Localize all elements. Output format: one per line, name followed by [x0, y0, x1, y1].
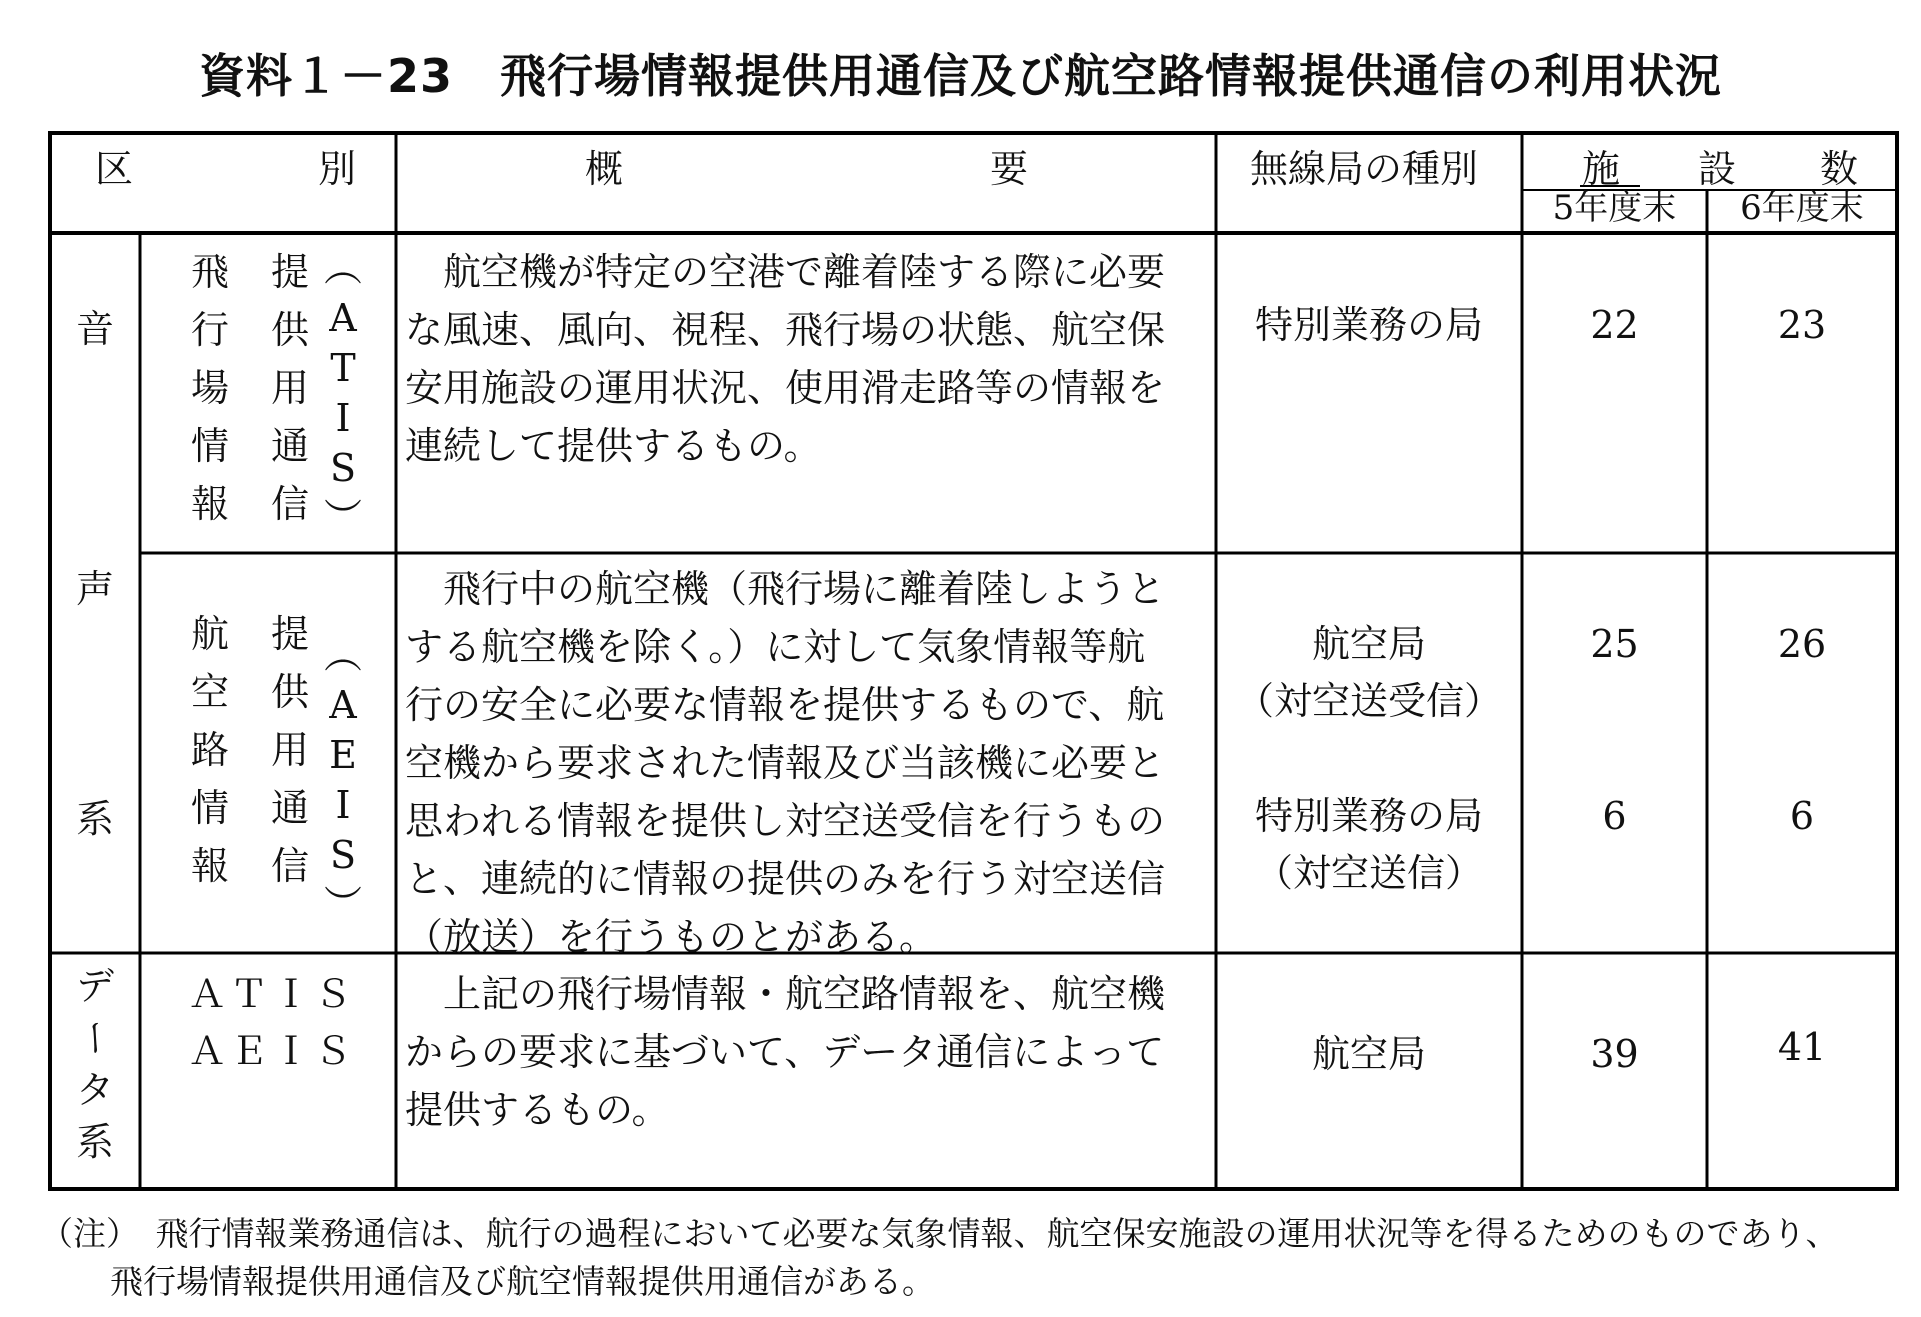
- atis-paren: [318, 243, 368, 543]
- aeis-col1-char: 情: [190, 786, 229, 830]
- desc-line: 上記の飛行場情報・航空路情報を、航空機: [405, 972, 1166, 1016]
- atis-paren-char: ︵: [323, 246, 362, 290]
- aeis-col2-char: 用: [270, 728, 309, 772]
- header-year6: 6年度末: [1740, 188, 1864, 228]
- group-data-4: 系: [75, 1120, 114, 1164]
- atis-description: [405, 243, 1213, 475]
- atis-col1-char: 情: [190, 424, 229, 468]
- atis-year6: 23: [1777, 303, 1827, 347]
- data-description: [405, 965, 1213, 1139]
- aeis-year6-1: 26: [1777, 622, 1827, 666]
- data-year5: 39: [1590, 1032, 1639, 1076]
- group-data-2: ー: [73, 1018, 117, 1057]
- aeis-paren-char: ︵: [323, 633, 362, 677]
- group-voice-3: 系: [75, 797, 114, 841]
- group-voice-2: 声: [75, 567, 114, 611]
- atis-col2: [265, 243, 315, 533]
- group-voice-1: 音: [75, 307, 114, 351]
- aeis-col1-char: 空: [190, 670, 229, 714]
- header-station-type: 無線局の種別: [1250, 147, 1479, 191]
- aeis-station1-sub: （対空送受信）: [1235, 679, 1502, 723]
- aeis-paren-char: A: [329, 683, 357, 727]
- atis-col1-char: 飛: [190, 250, 229, 294]
- data-type-aeis: ＡＥＩＳ: [188, 1029, 357, 1073]
- aeis-year5-2: 6: [1602, 794, 1627, 838]
- aeis-col2-char: 通: [270, 786, 309, 830]
- aeis-year5-1: 25: [1590, 622, 1639, 666]
- desc-line: からの要求に基づいて、データ通信によって: [405, 1030, 1165, 1074]
- aeis-paren-char: I: [335, 783, 351, 827]
- group-data-1: デ: [75, 964, 114, 1008]
- atis-col2-char: 信: [270, 482, 309, 526]
- desc-line: 提供するもの。: [405, 1088, 670, 1132]
- data-type-atis: ＡＴＩＳ: [188, 972, 357, 1016]
- atis-col2-char: 提: [270, 250, 309, 294]
- atis-paren-char: ︶: [323, 496, 362, 540]
- desc-line: する航空機を除く。）に対して気象情報等航: [405, 625, 1146, 669]
- atis-col1: [185, 243, 235, 533]
- aeis-paren: [318, 630, 368, 930]
- atis-col2-char: 用: [270, 366, 309, 410]
- atis-year5: 22: [1590, 303, 1639, 347]
- atis-paren-char: A: [329, 296, 357, 340]
- aeis-col1-char: 航: [190, 612, 229, 656]
- atis-col1-char: 行: [190, 308, 229, 352]
- aeis-station2: 特別業務の局: [1254, 794, 1483, 838]
- group-data-3: タ: [75, 1068, 114, 1112]
- atis-col2-char: 供: [270, 308, 309, 352]
- header-kubun-left: 区: [95, 147, 134, 191]
- header-facilities-3: 数: [1820, 147, 1859, 191]
- atis-col2-char: 通: [270, 424, 309, 468]
- aeis-col1: [185, 605, 235, 895]
- aeis-col1-char: 報: [190, 844, 229, 888]
- aeis-col2-char: 信: [270, 844, 309, 888]
- page-title: 資料１－23 飛行場情報提供用通信及び航空路情報提供通信の利用状況: [198, 49, 1722, 103]
- aeis-paren-char: E: [329, 733, 357, 777]
- data-year6: 41: [1777, 1025, 1827, 1069]
- header-facilities-1: 施: [1582, 147, 1621, 191]
- aeis-col2-char: 供: [270, 670, 309, 714]
- desc-line: 飛行中の航空機（飛行場に離着陸しようと: [405, 567, 1166, 611]
- aeis-paren-char: ︶: [323, 883, 362, 927]
- header-year5: 5年度末: [1552, 188, 1677, 228]
- data-station: 航空局: [1311, 1032, 1426, 1076]
- aeis-station1: 航空局: [1311, 622, 1426, 666]
- footnote: [40, 1210, 1900, 1306]
- atis-paren-char: I: [335, 396, 351, 440]
- atis-station: 特別業務の局: [1254, 303, 1483, 347]
- atis-paren-char: S: [329, 446, 357, 490]
- aeis-paren-char: S: [329, 833, 357, 877]
- header-facilities-2: 設: [1698, 147, 1737, 191]
- desc-line: 空機から要求された情報及び当該機に必要と: [405, 741, 1166, 785]
- desc-line: （放送）を行うものとがある。: [405, 915, 938, 959]
- footnote-line1: （注） 飛行情報業務通信は、航行の過程において必要な気象情報、航空保安施設の運用状況等を得るためのものであり、: [40, 1214, 1839, 1253]
- desc-line: と、連続的に情報の提供のみを行う対空送信: [405, 857, 1166, 901]
- aeis-year6-2: 6: [1789, 794, 1815, 838]
- desc-line: 思われる情報を提供し対空送受信を行うもの: [405, 799, 1166, 843]
- desc-line: な風速、風向、視程、飛行場の状態、航空保: [405, 308, 1166, 352]
- footnote-line2: 飛行場情報提供用通信及び航空情報提供用通信がある。: [110, 1262, 935, 1301]
- desc-line: 安用施設の運用状況、使用滑走路等の情報を: [405, 366, 1166, 410]
- aeis-col2: [265, 605, 315, 895]
- header-gaiyo-left: 概: [585, 147, 624, 191]
- atis-col1-char: 報: [190, 482, 229, 526]
- header-gaiyo-right: 要: [990, 147, 1029, 191]
- desc-line: 連続して提供するもの。: [405, 424, 822, 468]
- atis-col1-char: 場: [190, 366, 229, 410]
- aeis-description: [405, 560, 1213, 966]
- desc-line: 行の安全に必要な情報を提供するもので、航: [405, 683, 1165, 727]
- group-data-label: [70, 960, 120, 1168]
- aeis-col2-char: 提: [270, 612, 309, 656]
- atis-paren-char: T: [330, 346, 356, 390]
- header-kubun-right: 別: [318, 147, 357, 191]
- aeis-station2-sub: （対空送信）: [1254, 851, 1483, 895]
- desc-line: 航空機が特定の空港で離着陸する際に必要: [405, 250, 1166, 294]
- aeis-col1-char: 路: [190, 728, 229, 772]
